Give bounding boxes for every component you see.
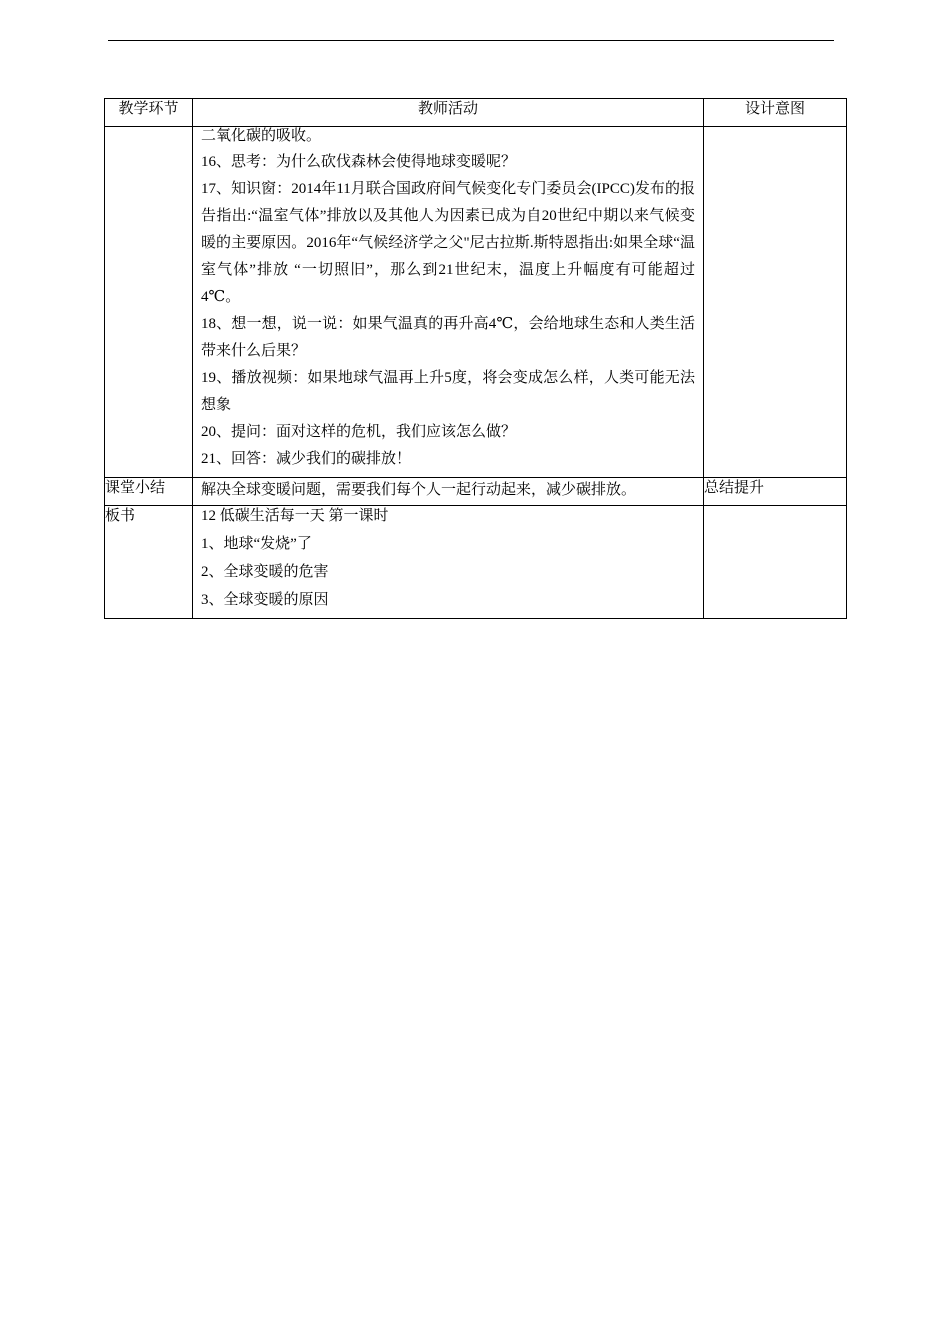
board-line: 12 低碳生活每一天 第一课时 bbox=[201, 508, 389, 524]
activity-line: 19、播放视频：如果地球气温再上升5度，将会变成怎么样，人类可能无法想象 bbox=[201, 370, 695, 413]
table-header-row bbox=[105, 99, 847, 127]
board-line: 1、地球“发烧”了 bbox=[201, 536, 312, 552]
summary-content-cell bbox=[193, 478, 704, 506]
board-line: 3、全球变暖的原因 bbox=[201, 592, 329, 608]
summary-row bbox=[105, 478, 847, 506]
activity-content-cell bbox=[193, 127, 704, 478]
header-stage: 教学环节 bbox=[105, 99, 193, 127]
activity-line: 二氧化碳的吸收。 bbox=[201, 128, 322, 144]
activity-line: 16、思考：为什么砍伐森林会使得地球变暖呢？ bbox=[201, 154, 517, 170]
activity-stage-cell bbox=[105, 127, 193, 478]
activity-line: 21、回答：减少我们的碳排放！ bbox=[201, 451, 412, 467]
header-activity: 教师活动 bbox=[193, 99, 704, 127]
activity-line: 20、提问：面对这样的危机，我们应该怎么做？ bbox=[201, 424, 517, 440]
board-content-cell bbox=[193, 506, 704, 619]
board-intent-cell bbox=[704, 506, 847, 619]
board-stage-cell: 板书 bbox=[105, 506, 193, 619]
board-row bbox=[105, 506, 847, 619]
activity-intent-cell bbox=[704, 127, 847, 478]
header-rule bbox=[108, 40, 834, 41]
activity-line: 18、想一想，说一说：如果气温真的再升高4℃，会给地球生态和人类生活带来什么后果？ bbox=[201, 316, 695, 359]
header-intent: 设计意图 bbox=[704, 99, 847, 127]
activity-line: 17、知识窗：2014年11月联合国政府间气候变化专门委员会(IPCC)发布的报告指出:“温室气体”排放以及其他人为因素已成为自20世纪中期以来气候变暖的主要原因。2016年“气候经济学之父"尼古拉斯.斯特恩指出:如果全球“温室气体”排放 “一切照旧”，那么到21世纪末，温度上升幅度有可能超过4℃。 bbox=[201, 181, 695, 305]
summary-stage-cell: 课堂小结 bbox=[105, 478, 193, 506]
lesson-plan-table bbox=[104, 98, 847, 619]
summary-intent-cell: 总结提升 bbox=[704, 478, 847, 506]
board-line: 2、全球变暖的危害 bbox=[201, 564, 329, 580]
summary-text: 解决全球变暖问题，需要我们每个人一起行动起来，减少碳排放。 bbox=[201, 482, 637, 498]
activity-row bbox=[105, 127, 847, 478]
